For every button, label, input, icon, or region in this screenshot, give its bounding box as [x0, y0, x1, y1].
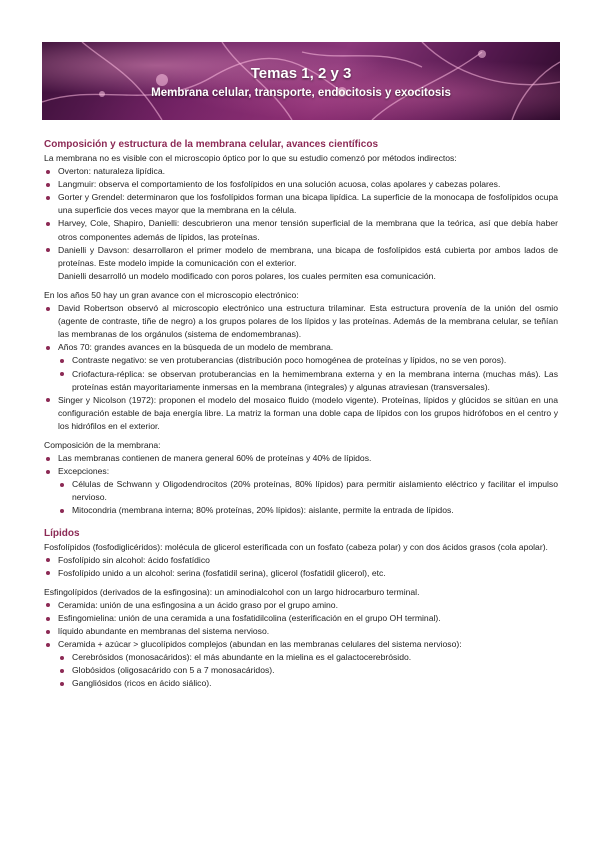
- sub-bullet-list: [58, 354, 558, 393]
- list-item: Overton: naturaleza lipídica.: [44, 165, 558, 178]
- sub-list-item: Mitocondria (membrana interna; 80% proteínas, 20% lípidos): aislante, permite la entrada de lípidos.: [58, 504, 558, 517]
- list-item: Langmuir: observa el comportamiento de los fosfolípidos en una solución acuosa, colas apolares y cabezas polares.: [44, 178, 558, 191]
- paragraph: Esfingolípidos (derivados de la esfingosina): un aminodialcohol con un largo hidrocarburo terminal.: [44, 586, 420, 597]
- paragraph: La membrana no es visible con el microscopio óptico por lo que su estudio comenzó por métodos indirectos:: [44, 153, 457, 163]
- list-item: [44, 638, 558, 690]
- list-note: Danielli desarrolló un modelo modificado con poros polares, los cuales permiten esa comunicación.: [58, 270, 436, 281]
- list-item: líquido abundante en membranas del sistema nervioso.: [44, 625, 558, 638]
- bullet-list: [44, 165, 558, 270]
- list-item: Fosfolípido sin alcohol: ácido fosfatídico: [44, 554, 558, 567]
- bullet-list: [44, 554, 558, 580]
- list-item: Harvey, Cole, Shapiro, Danielli: descubrieron una menor tensión superficial de la membrana que la teórica, así que debía haber otros componentes además de lípidos, las proteínas.: [44, 217, 558, 243]
- list-item: Las membranas contienen de manera general 60% de proteínas y 40% de lípidos.: [44, 452, 558, 465]
- list-item-text: Ceramida + azúcar > glucolípidos complejos (abundan en las membranas celulares del sistema nervioso):: [58, 639, 462, 650]
- banner-title: Temas 1, 2 y 3: [250, 65, 352, 82]
- section-heading-membrana: Composición y estructura de la membrana celular, avances científicos: [44, 139, 379, 150]
- paragraph: Composición de la membrana:: [44, 439, 161, 450]
- paragraph: Fosfolípidos (fosfodiglicéridos): molécula de glicerol esterificada con un fosfato (cabeza polar) y con dos ácidos grasos (cola apolar).: [44, 541, 548, 552]
- bullet-list: [44, 302, 558, 433]
- list-item: Ceramida: unión de una esfingosina a un ácido graso por el grupo amino.: [44, 599, 558, 612]
- header-banner: [42, 42, 560, 120]
- sub-bullet-list: [58, 478, 558, 517]
- bullet-list: [44, 452, 558, 517]
- paragraph: En los años 50 hay un gran avance con el microscopio electrónico:: [44, 289, 299, 300]
- list-item: [44, 341, 558, 393]
- list-item-text: Años 70: grandes avances en la búsqueda de un modelo de membrana.: [58, 342, 334, 353]
- list-item-text: Excepciones:: [58, 466, 110, 477]
- list-item: Danielli y Davson: desarrollaron el primer modelo de membrana, una bicapa de fosfolípidos está cubierta por ambos lados de proteínas. Este modelo impide la comunicación con el exterior.: [44, 244, 558, 270]
- sub-list-item: Globósidos (oligosacárido con 5 a 7 monosacáridos).: [58, 664, 558, 677]
- list-item: Gorter y Grendel: determinaron que los fosfolípidos forman una bicapa lipídica. La superficie de la monocapa de fosfolípidos ocupa una superficie dos veces mayor que la membrana en la célula.: [44, 191, 558, 217]
- banner-subtitle: Membrana celular, transporte, endocitosis y exocitosis: [151, 87, 451, 99]
- list-item: David Robertson observó al microscopio electrónico una estructura trilaminar. Esta estructura provenía de la unión del osmio (agente de contraste, tiñe de negro) a los grupos polares de los lípidos y las proteínas. Además de la membrana celular, se teñían las membranas de los orgánulos (sistema de endomembranas).: [44, 302, 558, 341]
- sub-list-item: Contraste negativo: se ven protuberancias (distribución poco homogénea de proteínas y lípidos, no se ven poros).: [58, 354, 558, 367]
- list-item: [44, 465, 558, 517]
- sub-list-item: Criofactura-réplica: se observan protuberancias en la hemimembrana externa y en la membrana interna (muchas más). Las proteínas están mayoritariamente inmersas en la membrana (integrales) y algunas atraviesan (transversales).: [58, 368, 558, 394]
- sub-list-item: Cerebrósidos (monosacáridos): el más abundante en la mielina es el galactocerebrósido.: [58, 651, 558, 664]
- document-body: [44, 138, 558, 691]
- section-heading-lipidos: Lípidos: [44, 527, 80, 539]
- list-item: Singer y Nicolson (1972): proponen el modelo del mosaico fluido (modelo vigente). Proteínas, lípidos y glúcidos se sitúan en una configuración estable de baja energía libre. La matriz la forman una doble capa de lípidos con los grupos hidrófobos en el centro y los hidrófilos en el exterior.: [44, 394, 558, 433]
- list-item: Fosfolípido unido a un alcohol: serina (fosfatidil serina), glicerol (fosfatidil glicerol), etc.: [44, 567, 558, 580]
- bullet-list: [44, 599, 558, 691]
- sub-list-item: Células de Schwann y Oligodendrocitos (20% proteínas, 80% lípidos) para permitir aislamiento eléctrico y facilitar el impulso nervioso.: [58, 478, 558, 504]
- sub-bullet-list: [58, 651, 558, 690]
- sub-list-item: Gangliósidos (ricos en ácido siálico).: [58, 677, 558, 690]
- list-item: Esfingomielina: unión de una ceramida a una fosfatidilcolina (esterificación en el grupo OH terminal).: [44, 612, 558, 625]
